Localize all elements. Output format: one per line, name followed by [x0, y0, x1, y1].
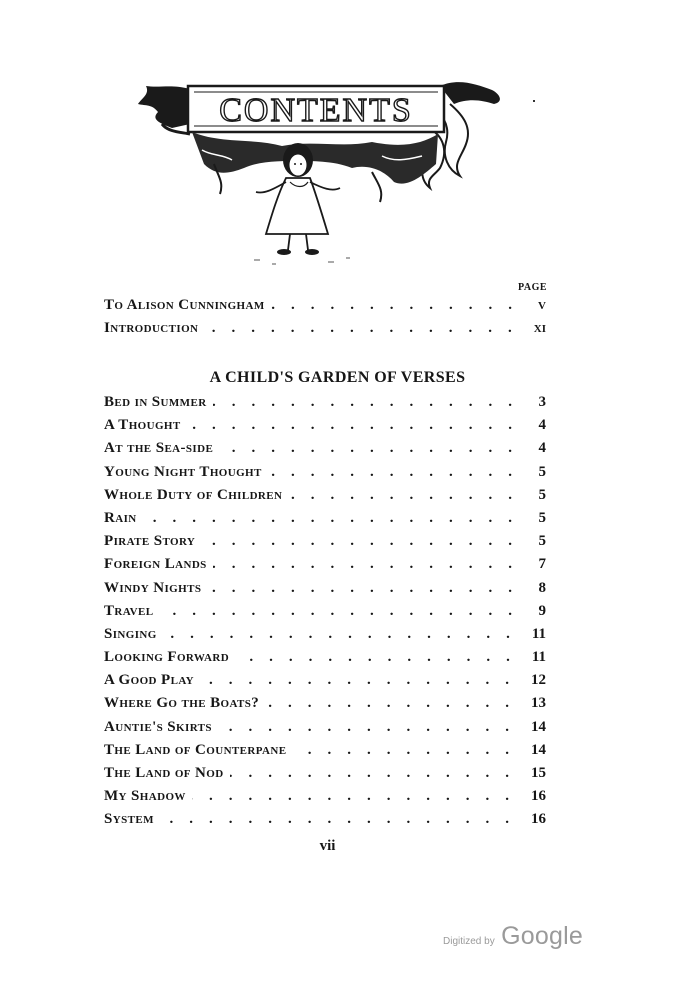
toc-entry-page: 14: [531, 741, 546, 758]
toc-entry-title: Auntie's Skirts: [104, 718, 212, 735]
toc-entry[interactable]: [104, 417, 546, 440]
toc-entry-page: 5: [538, 509, 546, 526]
toc-entry-title: At the Sea-side: [104, 440, 214, 457]
toc-entry[interactable]: [104, 510, 546, 533]
toc-entry[interactable]: [104, 719, 546, 742]
verses-list: [104, 394, 546, 835]
page-column-label: PAGE: [518, 282, 548, 293]
toc-entry[interactable]: [104, 672, 546, 695]
toc-entry-page: 16: [531, 788, 546, 805]
toc-entry-title: Introduction: [104, 320, 199, 337]
dot-leader: [292, 742, 525, 759]
toc-entry-page: xi: [533, 320, 546, 337]
toc-entry[interactable]: [104, 742, 546, 765]
dot-leader: [219, 440, 528, 457]
toc-entry[interactable]: [104, 649, 546, 672]
toc-entry-page: 4: [538, 417, 546, 434]
dot-leader: [160, 603, 529, 620]
dot-leader: [192, 788, 525, 805]
contents-header-illustration: [132, 64, 512, 274]
toc-entry-title: My Shadow: [104, 788, 186, 805]
toc-entry-page: 3: [538, 394, 546, 410]
toc-entry-page: 9: [538, 602, 546, 619]
dot-leader: [235, 649, 526, 666]
dot-leader: [265, 695, 525, 712]
section-heading: A CHILD'S GARDEN OF VERSES: [209, 369, 466, 386]
dot-leader: [218, 719, 525, 736]
digitized-watermark: [443, 922, 583, 951]
toc-entry-title: Young Night Thought: [104, 463, 262, 480]
toc-entry-title: To Alison Cunningham: [104, 297, 265, 313]
toc-entry-page: 4: [538, 440, 546, 457]
dot-leader: [213, 556, 528, 573]
toc-entry-page: 12: [531, 672, 546, 689]
dot-leader: [204, 320, 527, 337]
page-number: vii: [319, 838, 336, 854]
toc-entry-page: 8: [538, 579, 546, 596]
dot-leader: [163, 626, 526, 643]
toc-entry-page: 11: [531, 649, 546, 666]
toc-entry[interactable]: [104, 320, 546, 343]
toc-entry-title: Windy Nights: [104, 579, 202, 596]
toc-entry-title: Rain: [104, 509, 137, 526]
google-logo: Google: [501, 922, 583, 950]
watermark-prefix: Digitized by: [443, 936, 495, 947]
toc-entry-page: 15: [531, 765, 546, 781]
toc-entry-title: The Land of Counterpane: [104, 741, 287, 758]
toc-entry-page: v: [538, 297, 546, 313]
dot-leader: [187, 417, 528, 434]
toc-entry[interactable]: [104, 533, 546, 556]
toc-entry-title: Foreign Lands: [104, 556, 207, 573]
toc-entry[interactable]: [104, 788, 546, 811]
dot-leader: [207, 580, 528, 597]
toc-entry[interactable]: [104, 440, 546, 463]
toc-entry-page: 16: [531, 811, 546, 828]
dot-leader: [143, 510, 528, 527]
dot-leader: [200, 672, 525, 689]
toc-entry-title: Pirate Story: [104, 533, 196, 550]
toc-entry-title: Looking Forward: [104, 649, 230, 666]
toc-entry[interactable]: [104, 464, 546, 487]
toc-entry-title: Singing: [104, 625, 157, 642]
dot-leader: [268, 464, 528, 481]
toc-entry-title: The Land of Nod: [104, 765, 224, 781]
toc-entry-title: Travel: [104, 602, 154, 619]
toc-entry-page: 14: [531, 718, 546, 735]
toc-entry-title: System: [104, 811, 154, 828]
speck: [533, 100, 535, 102]
dot-leader: [271, 297, 528, 314]
toc-entry[interactable]: [104, 580, 546, 603]
toc-entry[interactable]: [104, 626, 546, 649]
toc-entry[interactable]: [104, 765, 546, 788]
toc-entry[interactable]: [104, 603, 546, 626]
toc-entry-title: Where Go the Boats?: [104, 695, 260, 712]
toc-entry[interactable]: [104, 556, 546, 579]
toc-entry-page: 5: [538, 463, 546, 480]
toc-entry-title: A Good Play: [104, 672, 195, 689]
toc-entry-page: 11: [531, 625, 546, 642]
toc-entry-page: 13: [531, 695, 546, 712]
contents-title: CONTENTS: [219, 92, 413, 129]
dot-leader: [160, 811, 525, 828]
toc-entry[interactable]: [104, 487, 546, 510]
toc-entry[interactable]: [104, 811, 546, 834]
toc-entry-title: A Thought: [104, 417, 181, 434]
toc-entry-page: 5: [538, 533, 546, 550]
toc-entry-page: 5: [538, 486, 546, 503]
toc-entry-title: Whole Duty of Children: [104, 486, 283, 503]
dot-leader: [201, 533, 528, 550]
toc-entry[interactable]: [104, 695, 546, 718]
toc-entry-title: Bed in Summer: [104, 394, 207, 410]
dot-leader: [230, 765, 525, 782]
front-matter-list: [104, 297, 546, 343]
dot-leader: [288, 487, 528, 504]
toc-entry[interactable]: [104, 394, 546, 417]
dot-leader: [213, 394, 528, 411]
toc-entry[interactable]: [104, 297, 546, 320]
toc-entry-page: 7: [538, 556, 546, 573]
